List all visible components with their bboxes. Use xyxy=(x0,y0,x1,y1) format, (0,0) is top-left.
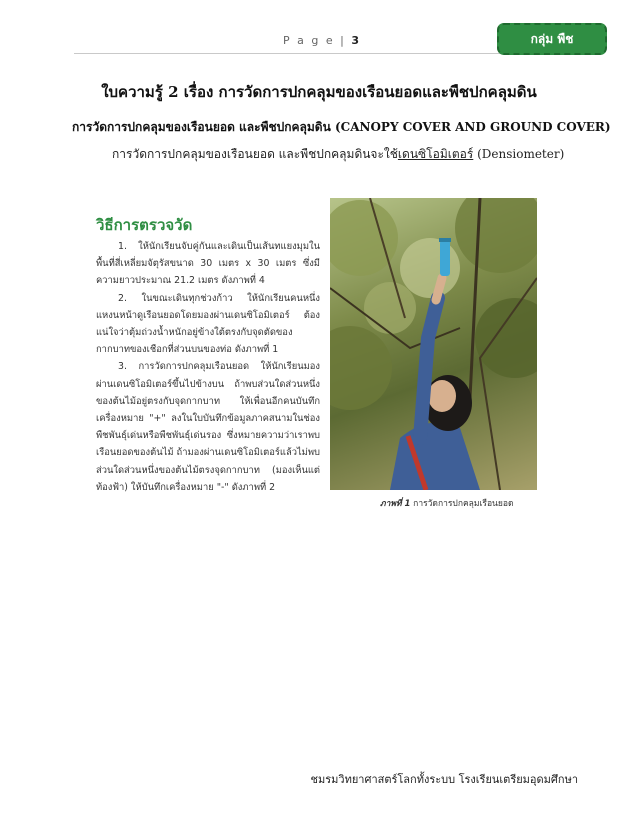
page-footer: ชมรมวิทยาศาสตร์โลกทั้งระบบ โรงเรียนเตรียมอุดมศึกษา xyxy=(310,773,578,786)
canopy-measurement-photo xyxy=(330,198,537,490)
group-badge-label: กลุ่ม พืช xyxy=(530,31,574,46)
group-badge xyxy=(497,23,607,55)
header-divider xyxy=(74,53,564,54)
page-separator: | xyxy=(340,34,346,47)
intro-paragraph xyxy=(112,145,564,164)
figure-caption-text: การวัดการปกคลุมเรือนยอด xyxy=(410,499,514,509)
method-steps xyxy=(96,238,320,496)
photo-illustration xyxy=(330,198,537,490)
page-prefix: P a g e xyxy=(283,34,335,47)
section-heading: การวัดการปกคลุมของเรือนยอด และพืชปกคลุมดิน (CANOPY COVER AND GROUND COVER) xyxy=(72,120,611,134)
step-1: 1. ให้นักเรียนจับคู่กันและเดินเป็นเส้นทแยงมุมในพื้นที่สี่เหลี่ยมจัตุรัสขนาด 30 เมตร x 30 เมตร ซึ่งมีความยาวประมาณ 21.2 เมตร ดังภาพที่ 4 xyxy=(96,241,320,287)
intro-text: การวัดการปกคลุมของเรือนยอด และพืชปกคลุมดินจะใช้ xyxy=(112,147,398,161)
step-3: 3. การวัดการปกคลุมเรือนยอด ให้นักเรียนมองผ่านเดนซิโอมิเตอร์ขึ้นไปข้างบน ถ้าพบส่วนใดส่วนหนึ่งของต้นไม้อยู่ตรงกับจุดกากบาท ให้เพื่อนอีกคนบันทึกเครื่องหมาย "+" ลงในใบบันทึกข้อมูลภาคสนามในช่องพืชพันธุ์เด่นหรือพืชพันธุ์เด่นรอง ซึ่งหมายความว่าเราพบเรือนยอดของต้นไม้ ถ้ามองผ่านเดนซิโอมิเตอร์แล้วไม่พบส่วนใดส่วนหนึ่งของต้นไม้ตรงจุดกากบาท (มองเห็นแต่ท้องฟ้า) ให้บันทึกเครื่องหมาย "-" ดังภาพที่ 2 xyxy=(96,361,320,493)
figure-caption-label: ภาพที่ 1 xyxy=(380,499,411,509)
page-number xyxy=(283,34,359,47)
page-number-value: 3 xyxy=(351,34,359,47)
figure-caption xyxy=(380,496,513,510)
step-2: 2. ในขณะเดินทุกช่วงก้าว ให้นักเรียนคนหนึ่งแหงนหน้าดูเรือนยอดโดยมองผ่านเดนซิโอมิเตอร์ ต้องแน่ใจว่าตุ้มถ่วงน้ำหนักอยู่ข้างใต้ตรงกับจุดตัดของกากบาทของเชือกที่ส่วนบนของท่อ ดังภาพที่ 1 xyxy=(96,292,320,356)
method-heading: วิธีการตรวจวัด xyxy=(96,216,193,234)
page-title: ใบความรู้ 2 เรื่อง การวัดการปกคลุมของเรือนยอดและพืชปกคลุมดิน xyxy=(101,83,537,101)
intro-suffix: (Densiometer) xyxy=(473,147,565,161)
densiometer-term: เดนซิโอมิเตอร์ xyxy=(397,147,474,161)
